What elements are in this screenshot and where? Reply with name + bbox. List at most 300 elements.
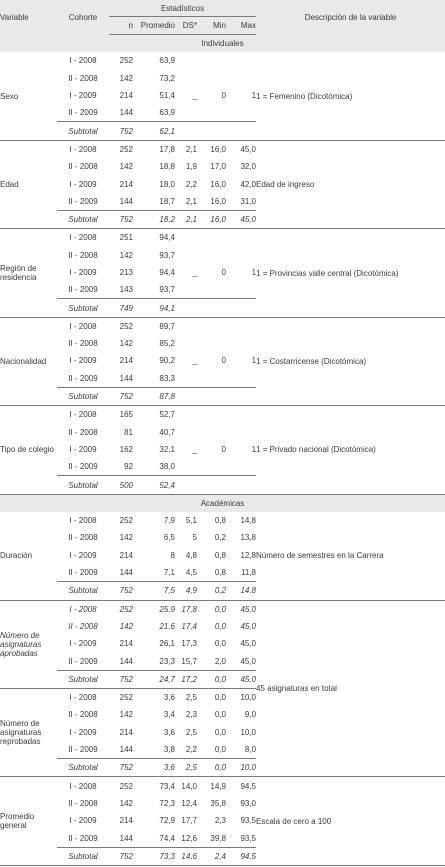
min-cell: 0,2 (197, 582, 226, 600)
cohort-cell: II - 2009 (68, 108, 98, 118)
cohort-cell: II - 2009 (68, 833, 98, 843)
mean-cell: 7,1 (163, 568, 175, 578)
max-cell (226, 335, 256, 352)
n-cell: 144 (119, 568, 133, 578)
min-cell: 0,8 (214, 550, 226, 560)
ds-cell: 2,2 (185, 179, 197, 189)
ds-cell: 17,3 (181, 639, 197, 649)
cohort-cell: Subtotal (57, 387, 109, 405)
min-cell (197, 406, 226, 424)
n-cell: 144 (119, 833, 133, 843)
ds-cell: 4,9 (175, 582, 197, 600)
min-cell: 2,0 (214, 656, 226, 666)
cohort-cell: Subtotal (57, 847, 109, 865)
ds-cell: 15,7 (181, 656, 197, 666)
n-cell: 752 (109, 847, 133, 865)
n-cell: 214 (119, 550, 133, 560)
n-cell: 144 (119, 108, 133, 118)
min-cell: 0,0 (214, 604, 226, 614)
cohort-cell: Subtotal (57, 122, 109, 140)
mean-cell: 3,6 (163, 727, 175, 737)
min-cell: 0,0 (214, 693, 226, 703)
variable-description: Número de semestres en la Carrera (256, 512, 445, 600)
mean-cell: 26,1 (159, 639, 175, 649)
header-descripcion: Descripción de la variable (304, 12, 397, 22)
mean-cell: 23,3 (159, 656, 175, 666)
header-n: n (109, 17, 133, 35)
min-cell: 0,0 (214, 710, 226, 720)
max-cell: 45,0 (226, 670, 256, 688)
max-cell (226, 281, 256, 299)
ds-cell: _ (192, 444, 197, 454)
min-cell: 0,0 (214, 639, 226, 649)
max-cell: 45,0 (226, 210, 256, 228)
mean-cell: 90,2 (159, 356, 175, 366)
mean-cell: 94,4 (159, 233, 175, 243)
min-cell (197, 70, 226, 87)
table-row (0, 317, 445, 335)
n-cell: 214 (119, 356, 133, 366)
n-cell: 252 (119, 321, 133, 331)
ds-cell: 17,7 (181, 816, 197, 826)
ds-cell: 17,2 (175, 670, 197, 688)
max-cell: 45,0 (240, 656, 257, 666)
mean-cell: 93,7 (159, 285, 175, 295)
cohort-cell: I - 2008 (69, 56, 97, 66)
mean-cell: 85,2 (159, 339, 175, 349)
variable-name: Edad (0, 140, 57, 228)
min-cell: 0 (221, 356, 226, 366)
max-cell: 14,8 (226, 582, 256, 600)
cohort-cell: I - 2009 (69, 816, 97, 826)
ds-cell: _ (192, 356, 197, 366)
ds-cell: 2,1 (175, 210, 197, 228)
table-row (0, 406, 445, 424)
min-cell (197, 387, 226, 405)
cohort-cell: II - 2008 (68, 427, 98, 437)
header-estadisticos: Estadísticos (109, 0, 256, 17)
ds-cell (175, 281, 197, 299)
n-cell: 144 (119, 656, 133, 666)
mean-cell: 3,6 (133, 759, 175, 777)
ds-cell (175, 122, 197, 140)
min-cell (197, 229, 226, 247)
mean-cell: 3,4 (163, 710, 175, 720)
ds-cell: 17,8 (181, 604, 197, 614)
cohort-cell: I - 2008 (69, 604, 97, 614)
max-cell: 32,0 (240, 162, 257, 172)
mean-cell: 21,6 (159, 621, 175, 631)
max-cell: 93,0 (240, 798, 257, 808)
n-cell: 752 (109, 670, 133, 688)
max-cell: 1 (251, 91, 257, 101)
max-cell (226, 122, 256, 140)
header-min: Min (197, 17, 226, 35)
mean-cell: 63,9 (159, 56, 175, 66)
cohort-cell: I - 2009 (69, 727, 97, 737)
min-cell: 0,8 (214, 516, 226, 526)
mean-cell: 52,4 (133, 476, 175, 494)
min-cell: 0 (221, 91, 226, 101)
ds-cell (175, 299, 197, 317)
min-cell (197, 317, 226, 335)
variable-description: Escala de cero a 100 (256, 777, 445, 865)
min-cell: 16,0 (210, 144, 226, 154)
n-cell: 165 (119, 410, 133, 420)
max-cell: 45,0 (240, 639, 257, 649)
max-cell: 9,0 (244, 710, 257, 720)
cohort-cell: I - 2009 (69, 444, 97, 454)
min-cell: 0,0 (197, 670, 226, 688)
ds-cell (175, 317, 197, 335)
max-cell: 10,0 (240, 727, 257, 737)
cohort-cell: II - 2008 (68, 250, 98, 260)
max-cell: 13,8 (240, 533, 257, 543)
max-cell (226, 104, 256, 122)
n-cell: 214 (119, 639, 133, 649)
table-row (0, 140, 445, 158)
ds-cell: _ (192, 91, 197, 101)
n-cell: 752 (109, 122, 133, 140)
cohort-cell: I - 2009 (69, 268, 97, 277)
min-cell: 35,8 (210, 798, 226, 808)
mean-cell: 52,7 (159, 410, 175, 420)
max-cell (226, 458, 256, 476)
n-cell: 142 (119, 162, 133, 172)
cohort-cell: Subtotal (57, 670, 109, 688)
max-cell: 94,5 (226, 847, 256, 865)
table-row (0, 600, 445, 618)
ds-cell: 14,6 (175, 847, 197, 865)
max-cell: 10,0 (226, 759, 256, 777)
cohort-cell: II - 2008 (68, 162, 98, 172)
min-cell: 0,0 (214, 745, 226, 755)
min-cell: 0 (221, 268, 226, 277)
section-title: Individuales (0, 35, 445, 53)
max-cell: 14,8 (240, 516, 257, 526)
max-cell: 10,0 (240, 693, 257, 703)
cohort-cell: II - 2009 (68, 285, 98, 295)
min-cell: 0,8 (214, 568, 226, 578)
ds-cell: 4,8 (185, 550, 197, 560)
max-cell (226, 406, 256, 424)
mean-cell: 32,1 (159, 444, 175, 454)
min-cell (197, 247, 226, 264)
min-cell: 0,0 (197, 759, 226, 777)
table-row (0, 52, 445, 69)
cohort-cell: I - 2008 (69, 410, 97, 420)
mean-cell: 24,7 (133, 670, 175, 688)
min-cell: 2,4 (197, 847, 226, 865)
max-cell: 1 (251, 356, 257, 366)
header-max: Max (226, 17, 256, 35)
cohort-cell: II - 2008 (68, 798, 98, 808)
mean-cell: 94,4 (159, 268, 175, 277)
ds-cell: 2,5 (185, 693, 197, 703)
ds-cell (175, 370, 197, 388)
ds-cell: 12,4 (181, 798, 197, 808)
cohort-cell: II - 2008 (68, 621, 98, 631)
n-cell: 144 (119, 373, 133, 383)
max-cell (226, 70, 256, 87)
n-cell: 214 (119, 727, 133, 737)
section-header-row (0, 35, 445, 53)
cohort-cell: I - 2008 (69, 233, 97, 243)
variable-name: Duración (0, 512, 57, 600)
cohort-cell: I - 2009 (69, 639, 97, 649)
table-row (0, 512, 445, 529)
n-cell: 142 (119, 621, 133, 631)
max-cell: 1 (251, 444, 257, 454)
max-cell: 93,5 (240, 833, 257, 843)
n-cell: 214 (119, 816, 133, 826)
n-cell: 252 (119, 56, 133, 66)
cohort-cell: I - 2008 (69, 693, 97, 703)
header-ds: DS* (175, 17, 197, 35)
cohort-cell: I - 2009 (69, 356, 97, 366)
cohort-cell: II - 2008 (68, 73, 98, 83)
max-cell (226, 424, 256, 441)
min-cell: 0 (221, 444, 226, 454)
cohort-cell: Subtotal (57, 476, 109, 494)
n-cell: 752 (109, 387, 133, 405)
min-cell (197, 335, 226, 352)
n-cell: 81 (124, 427, 133, 437)
cohort-cell: Subtotal (57, 210, 109, 228)
ds-cell (175, 247, 197, 264)
mean-cell: 7,9 (163, 516, 175, 526)
variable-name: Nacionalidad (0, 317, 57, 405)
min-cell (197, 122, 226, 140)
cohort-cell: I - 2009 (69, 179, 97, 189)
min-cell (197, 476, 226, 494)
n-cell: 142 (119, 533, 133, 543)
min-cell: 2,3 (214, 816, 226, 826)
max-cell: 1 (251, 268, 257, 277)
ds-cell: 2,1 (185, 196, 197, 206)
cohort-cell: I - 2008 (69, 144, 97, 154)
mean-cell: 73,4 (159, 781, 175, 791)
ds-cell: 2,5 (175, 759, 197, 777)
max-cell (226, 247, 256, 264)
mean-cell: 18,2 (133, 210, 175, 228)
max-cell: 42,0 (240, 179, 257, 189)
ds-cell (175, 70, 197, 87)
cohort-cell: II - 2009 (68, 745, 98, 755)
ds-cell: 2,5 (185, 727, 197, 737)
table-body (0, 35, 445, 866)
max-cell (226, 387, 256, 405)
cohort-cell: Subtotal (57, 582, 109, 600)
variable-description: Edad de ingreso (256, 140, 445, 228)
mean-cell: 74,4 (159, 833, 175, 843)
mean-cell: 17,8 (159, 144, 175, 154)
min-cell: 16,0 (197, 210, 226, 228)
variable-description: 1 = Femenino (Dicotómica) (256, 52, 445, 140)
variable-name: Tipo de colegio (0, 406, 57, 494)
mean-cell: 7,5 (133, 582, 175, 600)
n-cell: 251 (119, 233, 133, 243)
n-cell: 144 (119, 745, 133, 755)
max-cell (226, 299, 256, 317)
n-cell: 142 (119, 250, 133, 260)
n-cell: 162 (119, 444, 133, 454)
max-cell (226, 476, 256, 494)
min-cell: 0,0 (214, 621, 226, 631)
ds-cell (175, 52, 197, 69)
mean-cell: 18,0 (159, 179, 175, 189)
table-header (0, 0, 445, 35)
cohort-cell: II - 2009 (68, 196, 98, 206)
ds-cell (175, 424, 197, 441)
cohort-cell: II - 2009 (68, 656, 98, 666)
ds-cell (175, 104, 197, 122)
ds-cell: 2,1 (185, 144, 197, 154)
min-cell (197, 281, 226, 299)
variable-description: 45 asignaturas en total (256, 600, 445, 777)
min-cell: 16,0 (210, 179, 226, 189)
mean-cell: 63,9 (159, 108, 175, 118)
mean-cell: 93,7 (159, 250, 175, 260)
cohort-cell: II - 2008 (68, 339, 98, 349)
cohort-cell: II - 2008 (68, 710, 98, 720)
min-cell (197, 299, 226, 317)
mean-cell: 83,3 (159, 373, 175, 383)
variable-name: Número de asignaturas reprobadas (0, 688, 57, 776)
n-cell: 252 (119, 781, 133, 791)
section-title: Académicas (0, 494, 445, 512)
n-cell: 252 (119, 144, 133, 154)
cohort-cell: II - 2008 (68, 533, 98, 543)
n-cell: 752 (109, 582, 133, 600)
mean-cell: 62,1 (133, 122, 175, 140)
variable-description: 1 = Privado nacional (Dicotómica) (256, 406, 445, 494)
mean-cell: 6,5 (163, 533, 175, 543)
header-cohorte: Cohorte (68, 12, 98, 22)
min-cell (197, 458, 226, 476)
ds-cell: 2,2 (185, 745, 197, 755)
header-variable: Variable (0, 12, 29, 22)
ds-cell: 17,4 (181, 621, 197, 631)
n-cell: 144 (119, 196, 133, 206)
ds-cell: 2,3 (185, 710, 197, 720)
variable-description: 1 = Provincias valle central (Dicotómica) (256, 229, 445, 317)
min-cell (197, 370, 226, 388)
cohort-cell: I - 2009 (69, 91, 97, 101)
mean-cell: 89,7 (159, 321, 175, 331)
section-header-row (0, 494, 445, 512)
ds-cell (175, 476, 197, 494)
max-cell: 11,8 (241, 568, 257, 578)
max-cell: 93,5 (240, 816, 257, 826)
mean-cell: 73,3 (133, 847, 175, 865)
n-cell: 213 (119, 268, 133, 277)
cohort-cell: I - 2008 (69, 516, 97, 526)
min-cell: 39,8 (210, 833, 226, 843)
mean-cell: 3,8 (163, 745, 175, 755)
variable-name: Número de asignaturas aprobadas (0, 600, 57, 688)
n-cell: 252 (119, 604, 133, 614)
max-cell (226, 317, 256, 335)
max-cell (226, 229, 256, 247)
ds-cell (175, 229, 197, 247)
n-cell: 214 (119, 91, 133, 101)
max-cell: 8,0 (244, 745, 257, 755)
n-cell: 143 (119, 285, 133, 295)
n-cell: 92 (124, 462, 133, 472)
ds-cell: 5 (192, 533, 197, 543)
variable-name: Región de residencia (0, 229, 57, 317)
min-cell: 16,0 (210, 196, 226, 206)
min-cell: 0,2 (214, 533, 226, 543)
min-cell (197, 104, 226, 122)
mean-cell: 51,4 (159, 91, 175, 101)
max-cell: 45,0 (240, 604, 257, 614)
ds-cell (175, 335, 197, 352)
cohort-cell: I - 2009 (69, 550, 97, 560)
table-row (0, 229, 445, 247)
ds-cell: 12,6 (181, 833, 197, 843)
header-promedio: Promedio (133, 17, 175, 35)
mean-cell: 25,9 (159, 604, 175, 614)
mean-cell: 87,8 (133, 387, 175, 405)
mean-cell: 18,8 (159, 162, 175, 172)
max-cell (226, 52, 256, 69)
n-cell: 252 (119, 693, 133, 703)
mean-cell: 38,0 (159, 462, 175, 472)
mean-cell: 72,3 (159, 798, 175, 808)
mean-cell: 40,7 (159, 427, 175, 437)
variable-name: Sexo (0, 52, 57, 140)
cohort-cell: II - 2009 (68, 568, 98, 578)
n-cell: 500 (109, 476, 133, 494)
n-cell: 214 (119, 179, 133, 189)
min-cell (197, 52, 226, 69)
mean-cell: 94,1 (133, 299, 175, 317)
mean-cell: 72,9 (159, 816, 175, 826)
mean-cell: 73,2 (159, 73, 175, 83)
mean-cell: 8 (170, 550, 175, 560)
min-cell: 14,9 (210, 781, 226, 791)
ds-cell: 5,1 (185, 516, 197, 526)
mean-cell: 3,6 (163, 693, 175, 703)
max-cell: 45,0 (240, 621, 257, 631)
min-cell: 17,0 (210, 162, 226, 172)
cohort-cell: I - 2008 (69, 781, 97, 791)
cohort-cell: Subtotal (57, 299, 109, 317)
n-cell: 142 (119, 710, 133, 720)
n-cell: 252 (119, 516, 133, 526)
ds-cell: 14,0 (181, 781, 197, 791)
cohort-cell: II - 2009 (68, 462, 98, 472)
n-cell: 142 (119, 73, 133, 83)
variable-name: Promedio general (0, 777, 57, 865)
n-cell: 752 (109, 759, 133, 777)
n-cell: 749 (109, 299, 133, 317)
min-cell (197, 424, 226, 441)
ds-cell (175, 458, 197, 476)
ds-cell: 1,9 (185, 162, 197, 172)
n-cell: 752 (109, 210, 133, 228)
table-row (0, 777, 445, 795)
variable-description: 1 = Costarricense (Dicotómica) (256, 317, 445, 405)
cohort-cell: I - 2008 (69, 321, 97, 331)
max-cell: 94,5 (240, 781, 257, 791)
cohort-cell: Subtotal (57, 759, 109, 777)
n-cell: 142 (119, 339, 133, 349)
max-cell: 31,0 (240, 196, 257, 206)
ds-cell (175, 406, 197, 424)
